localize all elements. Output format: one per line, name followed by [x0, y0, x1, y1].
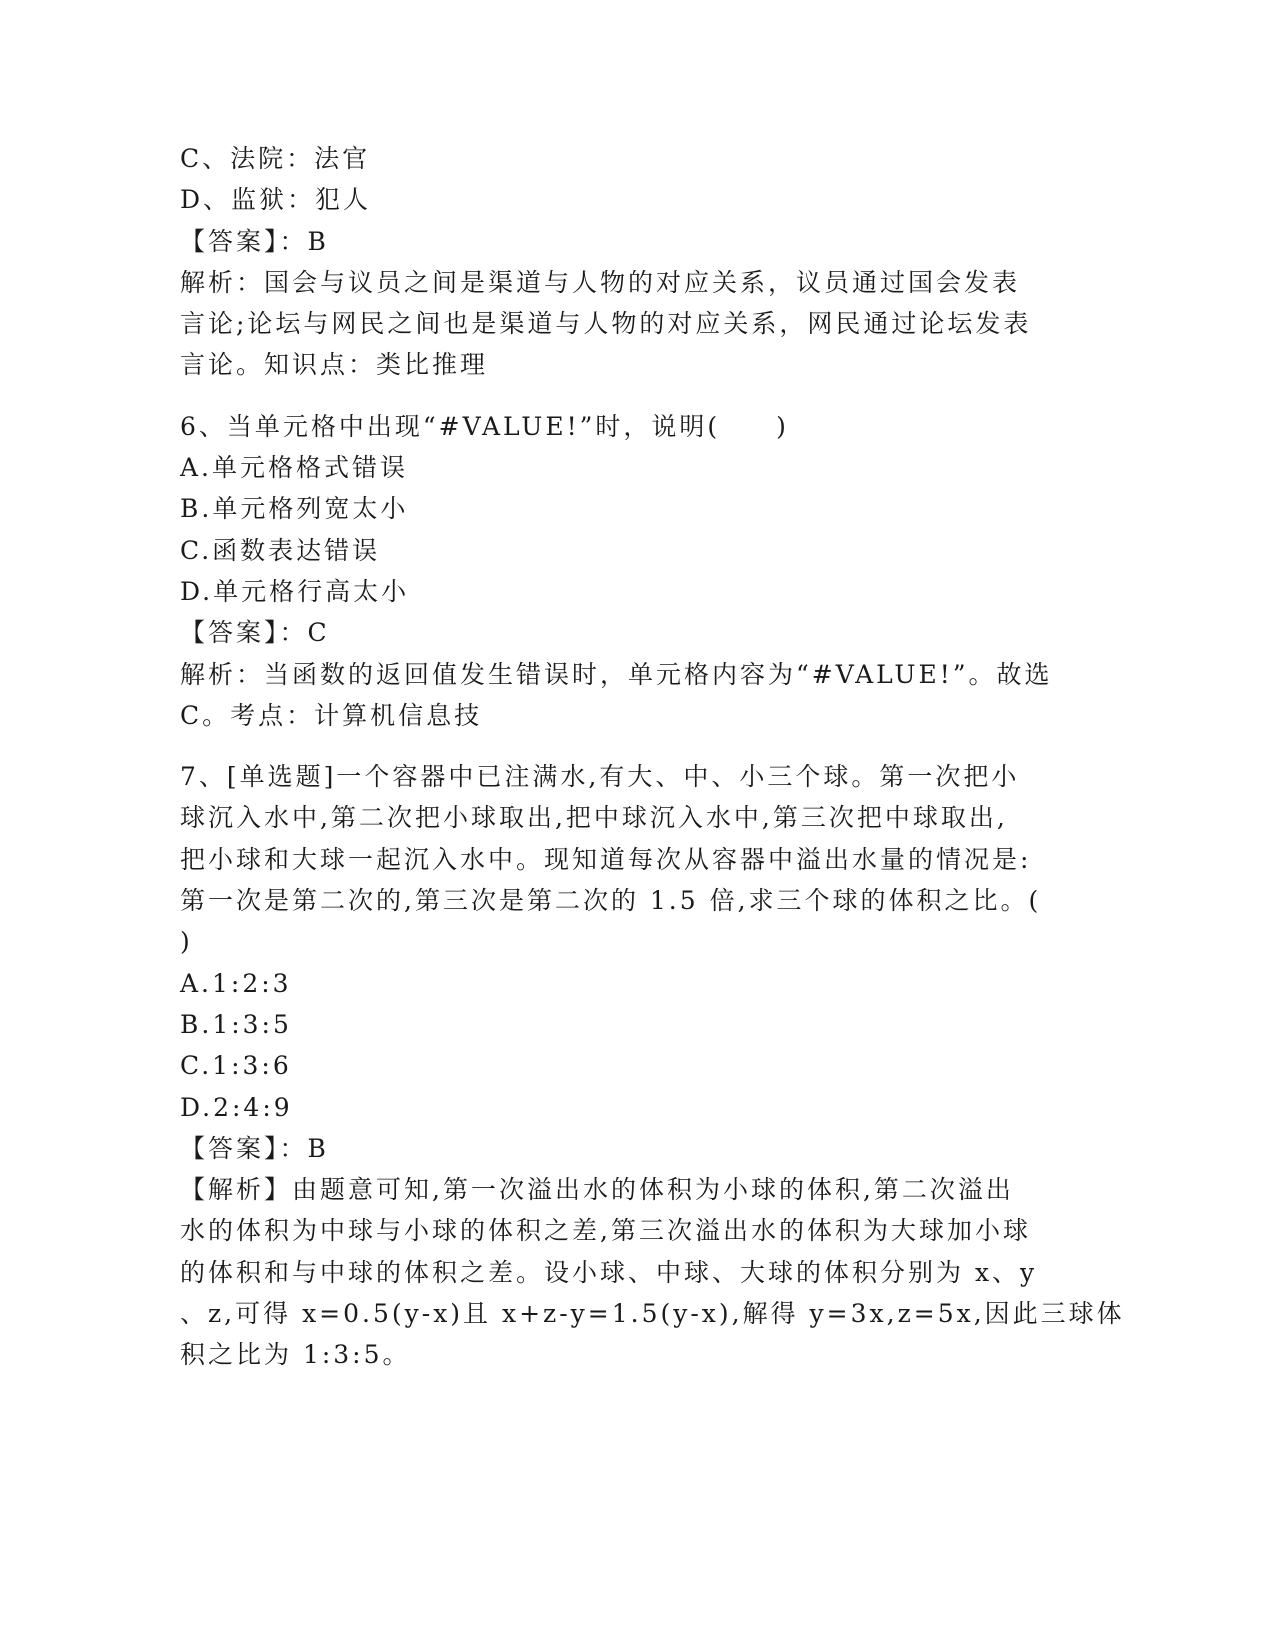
- answer-label: 【答案】：B: [180, 1133, 329, 1163]
- explanation-line: 的体积和与中球的体积之差。设小球、中球、大球的体积分别为 x、y: [180, 1257, 1038, 1287]
- option-d: D.2:4:9: [180, 1092, 293, 1122]
- answer-label: 【答案】：B: [180, 226, 329, 256]
- question-stem-line: 第一次是第二次的,第三次是第二次的 1.5 倍,求三个球的体积之比。(: [180, 886, 1042, 916]
- explanation-line: C。考点：计算机信息技: [180, 700, 483, 730]
- explanation-line: 解析：国会与议员之间是渠道与人物的对应关系，议员通过国会发表: [180, 267, 1021, 297]
- question-7: [180, 756, 1125, 1375]
- option-b: B.1:3:5: [180, 1009, 292, 1039]
- explanation-line: 言论;论坛与网民之间也是渠道与人物的对应关系，网民通过论坛发表: [180, 309, 1032, 339]
- option-d: D.单元格行高太小: [180, 576, 410, 606]
- question-stem-line: ): [180, 927, 193, 957]
- question-stem-line: 7、[单选题]一个容器中已注满水,有大、中、小三个球。第一次把小: [180, 762, 1020, 792]
- question-5-tail: [180, 138, 1040, 386]
- explanation-line: 、z,可得 x=0.5(y-x)且 x+z-y=1.5(y-x),解得 y=3x,z=5x,因此三球体: [180, 1299, 1125, 1329]
- option-a: A.单元格格式错误: [180, 453, 409, 483]
- question-6: [180, 406, 1053, 736]
- option-d: D、监狱：犯人: [180, 185, 372, 215]
- explanation-line: 积之比为 1:3:5。: [180, 1340, 411, 1370]
- option-b: B.单元格列宽太小: [180, 494, 409, 524]
- explanation-line: 解析：当函数的返回值发生错误时，单元格内容为“#VALUE!”。故选: [180, 659, 1053, 689]
- question-stem-line: 球沉入水中,第二次把小球取出,把中球沉入水中,第三次把中球取出,: [180, 803, 1008, 833]
- document-page: [180, 138, 1125, 1376]
- option-c: C、法院：法官: [180, 144, 371, 173]
- explanation-line: 言论。知识点：类比推理: [180, 350, 489, 380]
- option-c: C.1:3:6: [180, 1051, 292, 1081]
- option-a: A.1:2:3: [180, 968, 292, 998]
- question-stem-line: 把小球和大球一起沉入水中。现知道每次从容器中溢出水量的情况是:: [180, 844, 1032, 874]
- answer-label: 【答案】：C: [180, 618, 330, 648]
- option-c: C.函数表达错误: [180, 535, 381, 565]
- explanation-line: 【解析】由题意可知,第一次溢出水的体积为小球的体积,第二次溢出: [180, 1175, 1014, 1205]
- explanation-line: 水的体积为中球与小球的体积之差,第三次溢出水的体积为大球加小球: [180, 1216, 1031, 1246]
- question-stem: 6、当单元格中出现“#VALUE!”时，说明( ): [180, 411, 789, 441]
